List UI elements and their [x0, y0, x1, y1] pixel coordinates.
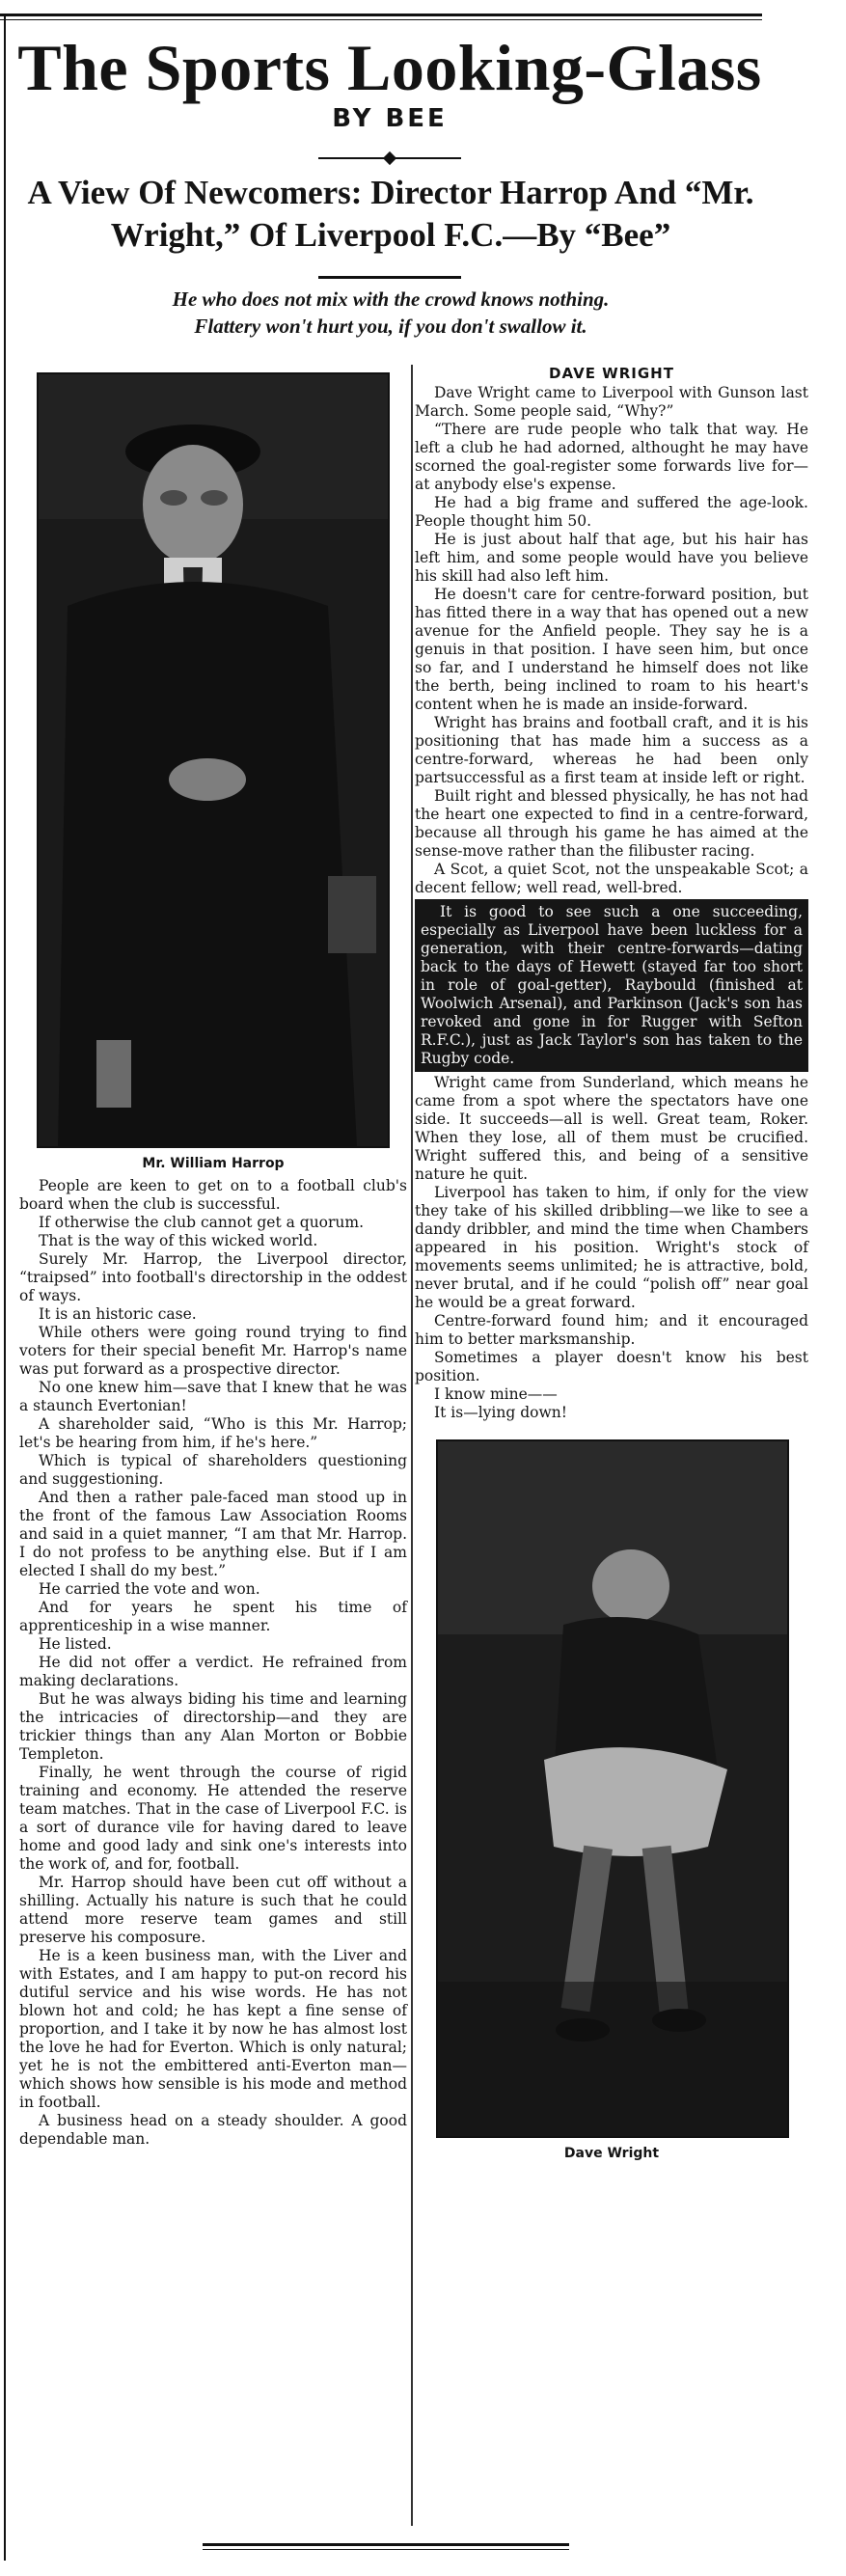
byline: BY BEE — [332, 104, 448, 133]
harrop-photo — [37, 372, 390, 1148]
left-paragraph-3: That is the way of this wicked world. — [39, 1232, 318, 1249]
right-paragraph-7: Built right and blessed physically, he has not had the heart one expected to find in a centre-forward, because all through his game he has aimed at the sense-move rather than the filibuster racing. — [415, 787, 808, 860]
highlighted-paragraph: It is good to see such a one succeeding, especially as Liverpool have been luckless for a generation, with their centre-forwards—dating back to the days of Hewett (stayed far too short in role of goal-getter), Raybould (finished at Woolwich Arsenal), and Parkinson (Jack's son has revoked and gone in for Rugger with Sefton R.F.C.), just as Jack Taylor's son has taken to the Rugby code. — [421, 903, 803, 1067]
left-paragraph-16: Finally, he went through the course of rigid training and economy. He attended the reserve team matches. That in the case of Liverpool F.C. is a sort of durance vile for having dared to leave home and good lady and sink one's interests into the work of, and for, football. — [19, 1764, 407, 1873]
right-paragraph-5: He doesn't care for centre-forward position, but has fitted there in a way that has opened out a new avenue for the Anfield people. They say he is a genuis in that position. I have seen him, but once so far, and I understand he himself does not like the berth, being inclined to roam to his heart's content when he is made an inside-forward. — [415, 586, 808, 713]
left-paragraph-8: A shareholder said, “Who is this Mr. Harrop; let's be hearing from him, if he's here.” — [19, 1415, 407, 1451]
right-paragraph-13: I know mine—— — [434, 1385, 558, 1403]
column-divider — [411, 365, 413, 2526]
left-paragraph-5: It is an historic case. — [39, 1305, 197, 1323]
top-rule — [0, 14, 762, 16]
right-column — [415, 365, 808, 2167]
left-paragraph-1: People are keen to get on to a football club's board when the club is successful. — [19, 1177, 407, 1213]
top-rule-thin — [0, 19, 762, 20]
right-paragraph-8: A Scot, a quiet Scot, not the unspeakable Scot; a decent fellow; well read, well-bred. — [415, 861, 808, 896]
left-paragraph-14: He did not offer a verdict. He refrained from making declarations. — [19, 1654, 407, 1689]
headline-rule — [318, 276, 461, 279]
headline-line-2: Wright,” Of Liverpool F.C.—By “Bee” — [110, 216, 671, 254]
motto — [19, 286, 762, 340]
left-column — [19, 365, 407, 2149]
motto-line-2: Flattery won't hurt you, if you don't swallow it. — [194, 315, 587, 338]
left-paragraph-17: Mr. Harrop should have been cut off without a shilling. Actually his nature is such that he could attend more reserve team games and still preserve his composure. — [19, 1874, 407, 1946]
right-paragraph-2: “There are rude people who talk that way. He left a club he had adorned, althought he may have scorned the goal-register some forwards live for—at anybody else's expense. — [415, 421, 808, 493]
left-paragraph-6: While others were going round trying to find voters for their special benefit Mr. Harrop's name was put forward as a prospective director. — [19, 1324, 407, 1378]
bottom-rule-thin — [203, 2549, 569, 2550]
right-paragraph-6: Wright has brains and football craft, and it is his positioning that has made him a success as a centre-forward, whereas he had been only partsuccessful as a first team at inside left or right. — [415, 714, 808, 786]
left-paragraph-18: He is a keen business man, with the Liver and with Estates, and I am happy to put-on record his dutiful service and his wise words. He has not blown hot and cold; he has kept a fine sense of proportion, and I take it by now he has almost lost the love he had for Everton. Which is only natural; yet he is not the embittered anti-Everton man—which shows how sensible is his mode and method in football. — [19, 1947, 407, 2111]
article-headline — [19, 172, 762, 257]
motto-line-1: He who does not mix with the crowd knows nothing. — [172, 288, 610, 311]
left-paragraph-10: And then a rather pale-faced man stood up in the front of the famous Law Association Rooms and said in a quiet manner, “I am that Mr. Harrop. I do not profess to be anything else. But if I am elected I shall do my best.” — [19, 1489, 407, 1579]
left-paragraph-2: If otherwise the club cannot get a quorum. — [39, 1214, 365, 1231]
wright-photo — [436, 1439, 789, 2138]
right-paragraph-1: Dave Wright came to Liverpool with Gunson last March. Some people said, “Why?” — [415, 384, 808, 420]
right-paragraph-10: Liverpool has taken to him, if only for the view they take of his skilled dribbling—we like to see a dandy dribbler, and mind the time when Chambers appeared in his position. Wright's stock of movements seems unlimited; he is attractive, bold, never brutal, and if he could “polish off” near goal he would be a great forward. — [415, 1184, 808, 1311]
right-paragraph-3: He had a big frame and suffered the age-look. People thought him 50. — [415, 494, 808, 530]
left-paragraph-9: Which is typical of shareholders questioning and suggestioning. — [19, 1452, 407, 1488]
left-paragraph-19: A business head on a steady shoulder. A good dependable man. — [19, 2112, 407, 2148]
harrop-portrait-image — [39, 374, 388, 1146]
headline-line-1: A View Of Newcomers: Director Harrop And “Mr. — [27, 174, 754, 211]
left-paragraph-15: But he was always biding his time and learning the intricacies of directorship—and they are trickier things than any Alan Morton or Bobbie Templeton. — [19, 1690, 407, 1763]
left-paragraph-11: He carried the vote and won. — [39, 1580, 260, 1598]
ornament-rule — [318, 157, 461, 159]
left-paragraph-13: He listed. — [39, 1635, 112, 1653]
section-title: DAVE WRIGHT — [549, 365, 674, 382]
left-paragraph-12: And for years he spent his time of apprenticeship in a wise manner. — [19, 1599, 407, 1634]
wright-action-image — [438, 1441, 787, 2136]
left-paragraph-4: Surely Mr. Harrop, the Liverpool director, “traipsed” into football's directorship in the oddest of ways. — [19, 1250, 407, 1304]
wright-photo-caption: Dave Wright — [563, 2146, 660, 2161]
right-paragraph-11: Centre-forward found him; and it encouraged him to better marksmanship. — [415, 1312, 808, 1348]
harrop-photo-caption: Mr. William Harrop — [142, 1156, 285, 1171]
highlighted-block — [415, 899, 808, 1072]
left-paragraph-7: No one knew him—save that I knew that he was a staunch Evertonian! — [19, 1379, 407, 1414]
left-border — [4, 14, 6, 2561]
right-paragraph-14: It is—lying down! — [434, 1404, 567, 1421]
right-paragraph-12: Sometimes a player doesn't know his best position. — [415, 1349, 808, 1384]
right-paragraph-4: He is just about half that age, but his hair has left him, and some people would have you believe his skill had also left him. — [415, 531, 808, 585]
bottom-rule — [203, 2543, 569, 2546]
right-paragraph-9: Wright came from Sunderland, which means he came from a spot where the spectators have one side. It succeeds—all is well. Great team, Roker. When they lose, all of them must be crucified. Wright suffered this, and being of a sensitive nature he quit. — [415, 1074, 808, 1183]
column-title: The Sports Looking-Glass — [17, 31, 762, 104]
